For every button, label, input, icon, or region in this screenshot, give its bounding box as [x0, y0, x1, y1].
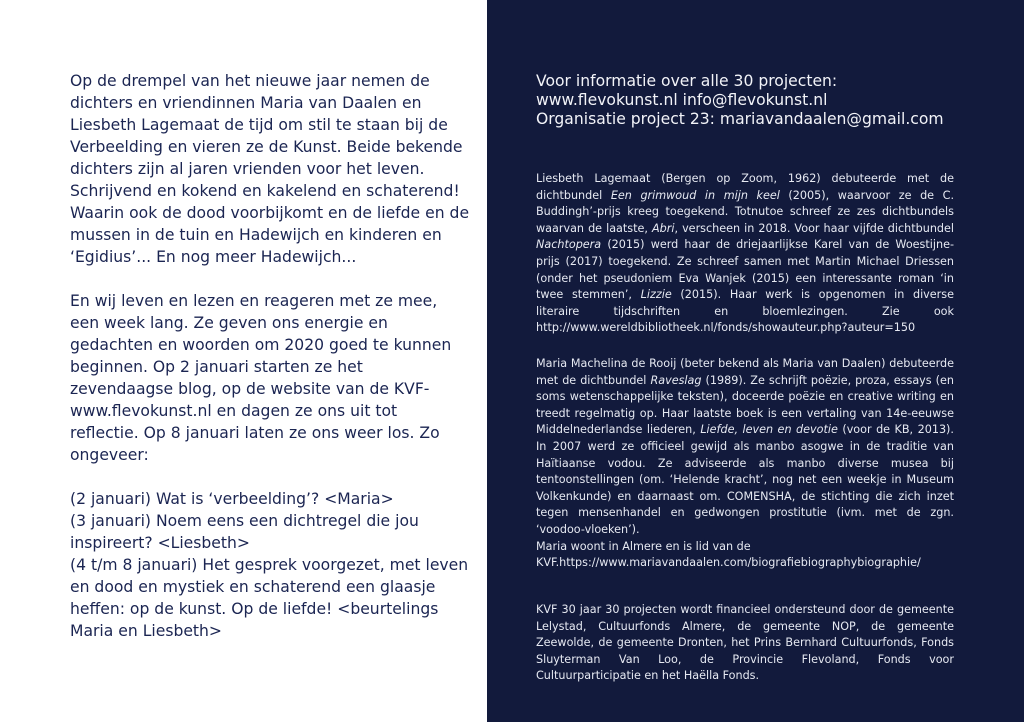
funding-block	[536, 602, 954, 685]
contact-line-organisation: Organisatie project 23: mariavandaalen@gmail.com	[536, 110, 944, 128]
contact-line-web-email: www.flevokunst.nl info@flevokunst.nl	[536, 91, 828, 109]
book-title: Nachtopera	[536, 238, 602, 252]
bio-text: , verscheen in 2018. Voor haar vijfde dichtbundel	[674, 221, 955, 235]
bio-text: (2015) werd haar de driejaarlijkse Karel van de Woestijne-prijs (2017) toegekend. Ze schreef samen met Martin Michael Driessen (onder het pseudoniem Eva Wanjek (2015) een interessante roman ‘in twee stemmen’,	[536, 238, 954, 302]
funding-paragraph: KVF 30 jaar 30 projecten wordt financieel ondersteund door de gemeente Lelystad, Cultuurfonds Almere, de gemeente NOP, de gemeente Zeewolde, de gemeente Dronten, het Prins Bernhard Cultuurfonds, Fonds Sluyterman Van Loo, de Provincie Flevoland, Fonds voor Cultuurparticipatie en het Haëlla Fonds.	[536, 603, 954, 683]
schedule-item-2: (3 januari) Noem eens een dichtregel die jou inspireert? <Liesbeth>	[70, 512, 419, 552]
book-title: Abri	[652, 221, 675, 235]
bio-text: (2005), waarvoor ze de C. Buddingh’-prijs kreeg toegekend. Totnutoe schreef ze zes dichtbundels waarvan de laatste,	[536, 188, 954, 235]
second-paragraph: En wij leven en lezen en reageren met ze mee, een week lang. Ze geven ons energie en gedachten en woorden om 2020 goed te kunnen beginnen. Op 2 januari starten ze het zevendaagse blog, op de website van de KVF- www.flevokunst.nl en dagen ze ons uit tot reflectie. Op 8 januari laten ze ons weer los. Zo ongeveer:	[70, 292, 452, 464]
book-title: Lizzie	[640, 288, 672, 302]
contact-block	[536, 72, 1006, 129]
left-page	[0, 0, 487, 722]
left-text-block	[70, 70, 470, 642]
bio-maria	[536, 356, 954, 572]
bio-text: (voor de KB, 2013). In 2007 werd ze officieel gewijd als manbo asogwe in de traditie van Haïtiaanse vodou. Ze adviseerde als manbo diverse musea bij tentoonstellingen (om. ‘Helende kracht’, nog net een weekje in Museum Volkenkunde) en daarnaast om. COMENSHA, de stichting die zich inzet tegen mensenhandel en gedwongen prostitutie (ivm. met de zgn. ‘voodoo-vloeken’).	[536, 423, 954, 536]
contact-line-info: Voor informatie over alle 30 projecten:	[536, 72, 838, 90]
intro-paragraph: Op de drempel van het nieuwe jaar nemen de dichters en vriendinnen Maria van Daalen en Liesbeth Lagemaat de tijd om stil te staan bij de Verbeelding en vieren ze de Kunst. Beide bekende dichters zijn al jaren vrienden voor het leven. Schrijvend en kokend en kakelend en schaterend! Waarin ook de dood voorbijkomt en de liefde en de mussen in de tuin en Hadewijch en kinderen en ‘Egidius’... En nog meer Hadewijch...	[70, 72, 470, 266]
schedule-item-1: (2 januari) Wat is ‘verbeelding’? <Maria>	[70, 490, 394, 508]
bio-text: (2015). Haar werk is opgenomen in diverse literaire tijdschriften en bloemlezingen. Zie ook http://www.wereldbibliotheek.nl/fonds/showauteur.php?auteur=150	[536, 288, 954, 335]
bio-text: Maria Machelina de Rooij (beter bekend als Maria van Daalen) debuteerde met de dichtbundel	[536, 357, 954, 387]
bio-text: Liesbeth Lagemaat (Bergen op Zoom, 1962) debuteerde met de dichtbundel	[536, 172, 954, 202]
bio-liesbeth	[536, 171, 954, 337]
bio-maria-paragraph	[536, 356, 954, 539]
book-title: Een grimwoud in mijn keel	[610, 188, 780, 202]
bio-maria-residence: Maria woont in Almere en is lid van de KVF.https://www.mariavandaalen.com/biografiebiographybiographie/	[536, 539, 921, 570]
book-title: Liefde, leven en devotie	[700, 423, 838, 437]
bio-text: (1989). Ze schrijft poëzie, proza, essays (en soms wetenschappelijke teksten), doceerde poëzie en creative writing en treedt regelmatig op. Haar laatste boek is een vertaling van 14e-eeuwse Middelnederlandse liederen,	[536, 373, 954, 437]
bio-liesbeth-paragraph	[536, 171, 954, 337]
book-title: Raveslag	[650, 373, 702, 387]
schedule-item-3: (4 t/m 8 januari) Het gesprek voorgezet, met leven en dood en mystiek en schaterend een glaasje heffen: op de kunst. Op de liefde! <beurtelings Maria en Liesbeth>	[70, 556, 469, 640]
